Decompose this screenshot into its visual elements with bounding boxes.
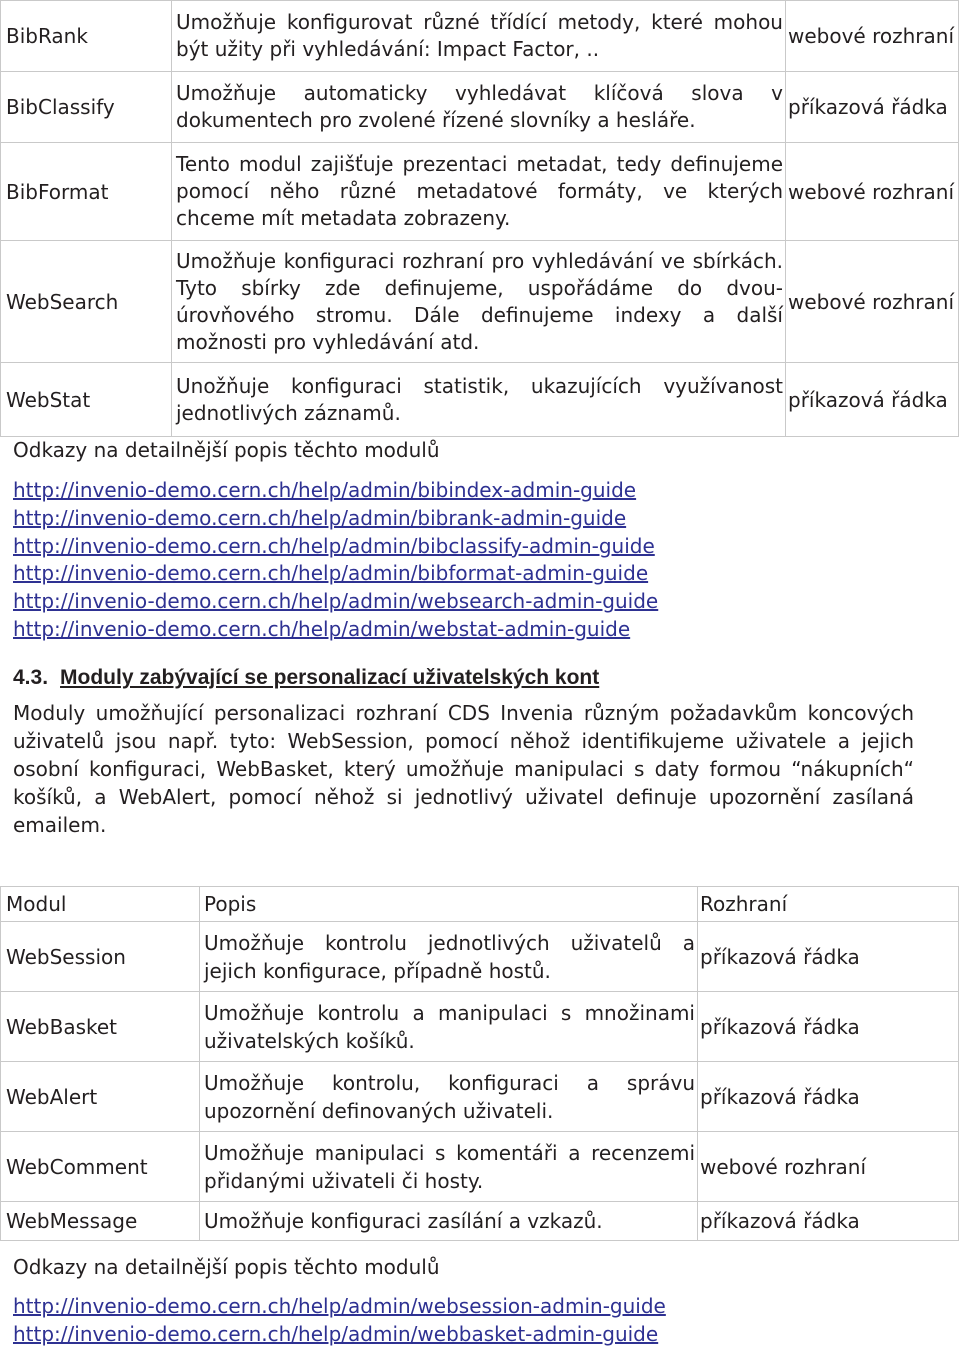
module-interface: webové rozhraní [698, 1132, 959, 1202]
module-description: Tento modul zajišťuje prezentaci metadat, tedy definujeme pomocí něho různé metadatové formáty, ve kterých chceme mít metadata zobrazeny. [172, 143, 786, 241]
table-row [1, 1062, 959, 1132]
link-webstat-guide[interactable]: http://invenio-demo.cern.ch/help/admin/webstat-admin-guide [13, 616, 631, 641]
modules-table-2 [0, 886, 959, 1241]
column-header-interface: Rozhraní [698, 887, 959, 922]
table-row [1, 363, 959, 437]
module-description: Umožňuje kontrolu a manipulaci s množinami uživatelských košíků. [200, 992, 698, 1062]
section-title: Moduly zabývající se personalizací uživatelských kont [60, 666, 600, 689]
section-number: 4.3. [13, 666, 49, 689]
table-row [1, 241, 959, 363]
column-header-module: Modul [1, 887, 200, 922]
module-description: Umožňuje kontrolu, konfiguraci a správu upozornění definovaných uživateli. [200, 1062, 698, 1132]
module-interface: příkazová řádka [698, 992, 959, 1062]
module-name: WebComment [1, 1132, 200, 1202]
module-name: WebStat [1, 363, 172, 437]
table-header-row [1, 887, 959, 922]
table-row [1, 1202, 959, 1241]
module-description: Umožňuje kontrolu jednotlivých uživatelů a jejich konfigurace, případně hostů. [200, 922, 698, 992]
module-name: WebBasket [1, 992, 200, 1062]
section-heading [13, 666, 599, 690]
link-websearch-guide[interactable]: http://invenio-demo.cern.ch/help/admin/websearch-admin-guide [13, 589, 659, 614]
module-interface: příkazová řádka [698, 922, 959, 992]
link-websession-guide[interactable]: http://invenio-demo.cern.ch/help/admin/websession-admin-guide [13, 1294, 666, 1318]
link-list [13, 1293, 666, 1349]
module-description: Unožňuje konfiguraci statistik, ukazujících využívanost jednotlivých záznamů. [172, 363, 786, 437]
table-row [1, 992, 959, 1062]
module-interface: příkazová řádka [698, 1062, 959, 1132]
module-name: WebSearch [1, 241, 172, 363]
module-interface: příkazová řádka [786, 72, 959, 143]
modules-table-1 [0, 0, 959, 437]
table-row [1, 143, 959, 241]
link-bibclassify-guide[interactable]: http://invenio-demo.cern.ch/help/admin/bibclassify-admin-guide [13, 533, 655, 558]
section-paragraph: Moduly umožňující personalizaci rozhraní CDS Invenia různým požadavkům koncových uživatelů jsou např. tyto: WebSession, pomocí něhož identifikujeme uživatele a jejich osobní konfiguraci, WebBasket, který umožňuje manipulaci s daty formou “nákupních“ košíků, a WebAlert, pomocí něhož si jednotlivý uživatel definuje upozornění zasílaná emailem. [13, 701, 914, 837]
link-bibformat-guide[interactable]: http://invenio-demo.cern.ch/help/admin/bibformat-admin-guide [13, 561, 649, 586]
module-interface: příkazová řádka [786, 363, 959, 437]
module-interface: příkazová řádka [698, 1202, 959, 1241]
module-interface: webové rozhraní [786, 143, 959, 241]
module-description: Umožňuje konfiguraci zasílání a vzkazů. [200, 1202, 698, 1241]
link-list [13, 477, 658, 644]
table-row [1, 922, 959, 992]
module-description: Umožňuje manipulaci s komentáři a recenzemi přidanými uživateli či hosty. [200, 1132, 698, 1202]
table-row [1, 72, 959, 143]
module-interface: webové rozhraní [786, 241, 959, 363]
module-name: WebMessage [1, 1202, 200, 1241]
module-name: BibClassify [1, 72, 172, 143]
module-description: Umožňuje automaticky vyhledávat klíčová slova v dokumentech pro zvolené řízené slovníky a hesláře. [172, 72, 786, 143]
module-interface: webové rozhraní [786, 1, 959, 72]
module-name: WebSession [1, 922, 200, 992]
link-bibindex-guide[interactable]: http://invenio-demo.cern.ch/help/admin/bibindex-admin-guide [13, 478, 637, 502]
column-header-description: Popis [200, 887, 698, 922]
module-description: Umožňuje konfiguraci rozhraní pro vyhledávání ve sbírkách. Tyto sbírky zde definujeme, uspořádáme do dvou-úrovňového stromu. Dále definujeme indexy a další možnosti pro vyhledávání atd. [172, 241, 786, 363]
link-bibrank-guide[interactable]: http://invenio-demo.cern.ch/help/admin/bibrank-admin-guide [13, 505, 627, 530]
table-row [1, 1, 959, 72]
module-name: BibRank [1, 1, 172, 72]
link-webbasket-guide[interactable]: http://invenio-demo.cern.ch/help/admin/webbasket-admin-guide [13, 1321, 659, 1346]
table-row [1, 1132, 959, 1202]
module-name: BibFormat [1, 143, 172, 241]
module-description: Umožňuje konfigurovat různé třídící metody, které mohou být užity při vyhledávání: Impact Factor, .. [172, 1, 786, 72]
links-heading: Odkazy na detailnější popis těchto modulů [13, 438, 440, 462]
links-heading: Odkazy na detailnější popis těchto modulů [13, 1255, 440, 1279]
module-name: WebAlert [1, 1062, 200, 1132]
